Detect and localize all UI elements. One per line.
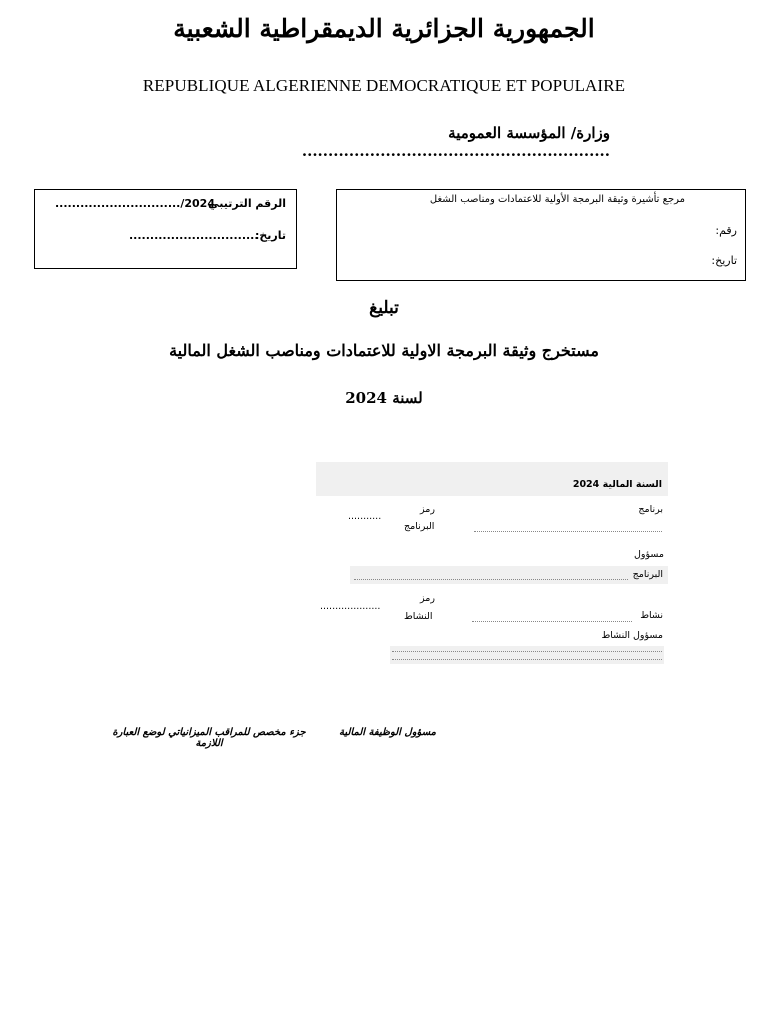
visa-date-label: تاريخ:	[711, 254, 737, 267]
serial-date-label: تاريخ:	[254, 229, 286, 242]
activity-field[interactable]	[472, 621, 632, 622]
header-title-ar: الجمهورية الجزائرية الديمقراطية الشعبية	[173, 14, 595, 43]
activity-code-dots: ....................	[320, 601, 381, 612]
budget-controller-note-line1: جزء مخصص للمراقب الميزانياتي لوضع العبارة	[112, 727, 306, 738]
activity-manager-label: مسؤول النشاط	[601, 630, 663, 641]
notice-subtitle: مستخرج وثيقة البرمجة الاولية للاعتمادات ومناصب الشغل المالية	[169, 341, 599, 360]
fiscal-year-label: السنة المالية 2024	[572, 479, 662, 490]
program-label: برنامج	[638, 504, 663, 515]
activity-manager-field[interactable]	[390, 646, 664, 664]
visa-reference-title: مرجع تأشيرة وثيقة البرمجة الأولية للاعتمادات ومناصب الشغل	[429, 194, 685, 205]
serial-number-label: الرقم الترتيبي	[208, 197, 286, 210]
program-manager-field[interactable]	[350, 566, 668, 584]
serial-number-box	[34, 189, 297, 269]
finance-officer-signature: مسؤول الوظيفة المالية	[339, 727, 436, 738]
visa-reference-box	[336, 189, 746, 281]
activity-code-label-2: النشاط	[404, 611, 433, 622]
program-manager-label-2: البرنامج	[632, 569, 663, 580]
budget-controller-note	[98, 727, 320, 749]
activity-manager-dots-2	[392, 659, 662, 660]
program-code-label-1: رمز	[420, 504, 435, 515]
program-manager-label-1: مسؤول	[634, 549, 664, 560]
activity-manager-dots-1	[392, 651, 662, 652]
serial-number-value: ............................../2024	[55, 197, 215, 210]
program-manager-dots	[354, 579, 628, 580]
header-title-fr: REPUBLIQUE ALGERIENNE DEMOCRATIQUE ET POPULAIRE	[142, 76, 626, 95]
activity-label: نشاط	[640, 610, 663, 621]
visa-number-label: رقم:	[715, 224, 737, 237]
program-code-dots: ...........	[348, 511, 382, 522]
serial-date-value: ...............................	[129, 229, 259, 242]
program-code-label-2: البرنامج	[404, 521, 435, 532]
notice-year: لسنة 2024	[345, 389, 423, 407]
notice-title: تبليغ	[369, 298, 399, 318]
activity-code-label-1: رمز	[420, 593, 435, 604]
ministry-line: وزارة/ المؤسسة العمومية ...........................................................	[301, 124, 610, 160]
budget-form	[316, 462, 668, 672]
program-field[interactable]	[474, 531, 662, 532]
budget-controller-note-line2: اللازمة	[195, 738, 223, 749]
fiscal-year-header	[316, 462, 668, 496]
